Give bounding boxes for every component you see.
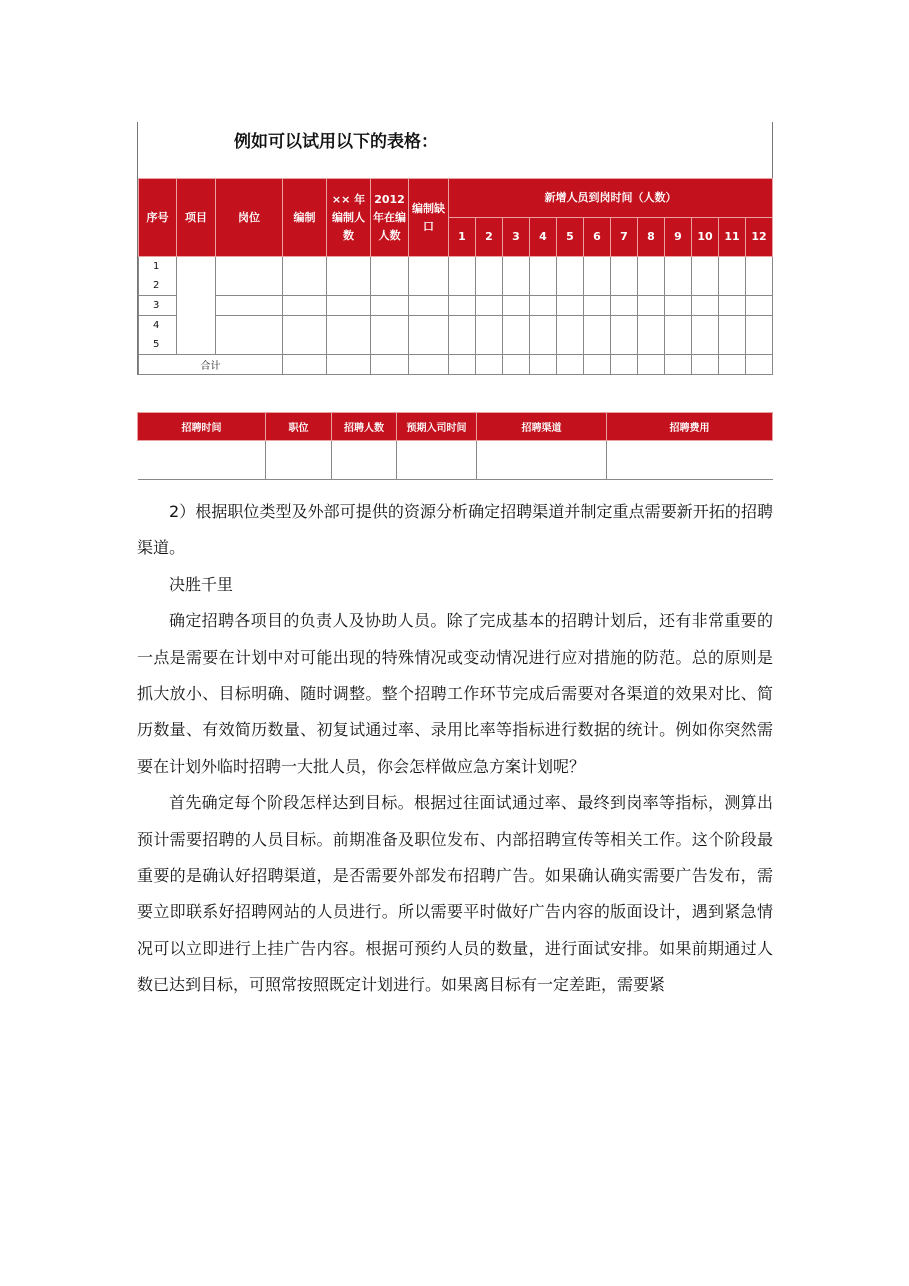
paragraph: 2）根据职位类型及外部可提供的资源分析确定招聘渠道并制定重点需要新开拓的招聘渠道。 <box>137 502 773 558</box>
header-month: 5 <box>557 218 584 257</box>
row-number: 4 5 <box>139 316 177 355</box>
recruitment-channel-table <box>137 412 773 480</box>
table-row <box>139 296 773 316</box>
total-row <box>139 355 773 375</box>
row-number: 3 <box>139 296 177 316</box>
header-no: 序号 <box>139 179 177 257</box>
header-month: 4 <box>530 218 557 257</box>
header-month: 2 <box>476 218 503 257</box>
header-month: 9 <box>665 218 692 257</box>
paragraph: 首先确定每个阶段怎样达到目标。根据过往面试通过率、最终到岗率等指标，测算出预计需要招聘的人员目标。前期准备及职位发布、内部招聘宣传等相关工作。这个阶段最重要的是确认好招聘渠道，是否需要外部发布招聘广告。如果确认确实需要广告发布，需要立即联系好招聘网站的人员进行。所以需要平时做好广告内容的版面设计，遇到紧急情况可以立即进行上挂广告内容。根据可预约人员的数量，进行面试安排。如果前期通过人数已达到目标，可照常按照既定计划进行。如果离目标有一定差距，需要紧 <box>137 793 773 995</box>
header-month: 1 <box>449 218 476 257</box>
header-month: 11 <box>719 218 746 257</box>
header-xx-quota: ×× 年编制人数 <box>327 179 371 257</box>
header-2012-count: 2012 年在编人数 <box>371 179 409 257</box>
recruitment-plan-table <box>138 178 773 375</box>
paragraph: 确定招聘各项目的负责人及协助人员。除了完成基本的招聘计划后，还有非常重要的一点是需要在计划中对可能出现的特殊情况或变动情况进行应对措施的防范。总的原则是抓大放小、目标明确、随时调整。整个招聘工作环节完成后需要对各渠道的效果对比、简历数量、有效简历数量、初复试通过率、录用比率等指标进行数据的统计。例如你突然需要在计划外临时招聘一大批人员，你会怎样做应急方案计划呢？ <box>137 611 773 776</box>
header-channel: 招聘渠道 <box>477 413 607 441</box>
article-body <box>137 494 773 1004</box>
header-month: 6 <box>584 218 611 257</box>
header-job: 职位 <box>266 413 332 441</box>
header-quota: 编制 <box>283 179 327 257</box>
header-arrival-time: 新增人员到岗时间（人数） <box>449 179 773 218</box>
header-position: 岗位 <box>216 179 283 257</box>
header-month: 10 <box>692 218 719 257</box>
header-recruit-time: 招聘时间 <box>138 413 266 441</box>
header-month: 8 <box>638 218 665 257</box>
total-label: 合计 <box>139 355 283 375</box>
header-cost: 招聘费用 <box>607 413 773 441</box>
header-expected-join: 预期入司时间 <box>397 413 477 441</box>
recruitment-plan-block <box>137 122 773 375</box>
header-month: 7 <box>611 218 638 257</box>
header-vacancy: 编制缺口 <box>409 179 449 257</box>
paragraph: 决胜千里 <box>169 574 234 594</box>
header-recruit-count: 招聘人数 <box>332 413 397 441</box>
row-number: 1 2 <box>139 257 177 296</box>
table-row <box>138 441 773 480</box>
header-project: 项目 <box>177 179 216 257</box>
header-month: 3 <box>503 218 530 257</box>
plan-table-title: 例如可以试用以下的表格： <box>234 132 438 152</box>
header-month: 12 <box>746 218 773 257</box>
